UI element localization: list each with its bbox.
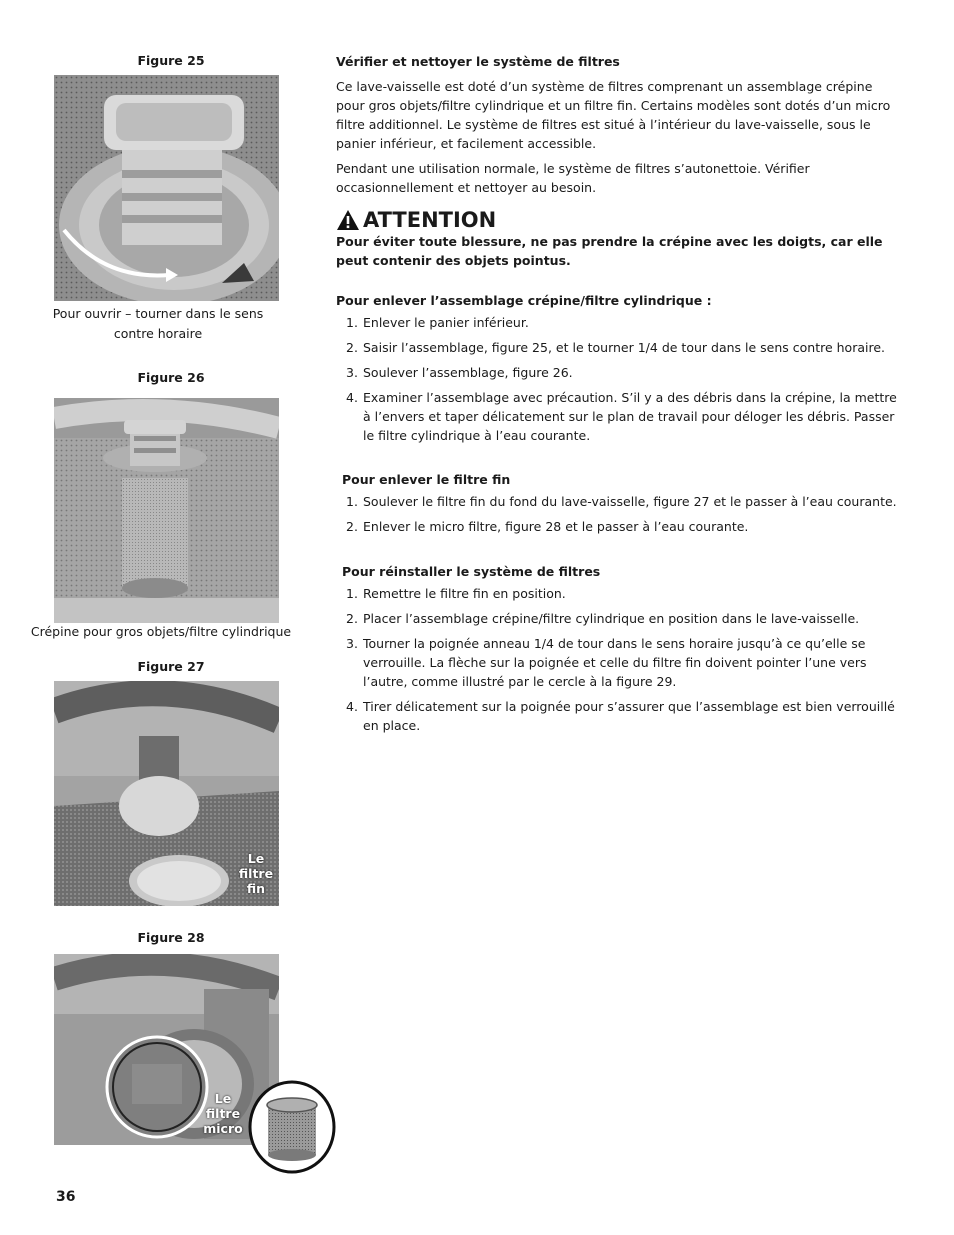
step-item: 2. Placer l’assemblage crépine/filtre cylindrique en position dans le lave-vaisselle. — [346, 611, 860, 626]
figure-27-photo — [54, 681, 279, 906]
overlay-line: Le — [247, 851, 265, 866]
figure-25-caption — [42, 304, 274, 344]
step-item: 1. Soulever le filtre fin du fond du lave-vaisselle, figure 27 et le passer à l’eau courante. — [346, 494, 897, 509]
warning-triangle-icon — [336, 209, 360, 231]
caption-line: Pour ouvrir – tourner dans le sens — [52, 306, 264, 321]
overlay-line: filtre — [238, 866, 274, 881]
intro-paragraph: Pendant une utilisation normale, le système de filtres s’autonettoie. Vérifier occasionnellement et nettoyer au besoin. — [336, 161, 810, 195]
fine-filter-label — [232, 851, 279, 896]
overlay-line: Le — [214, 1091, 232, 1106]
figure-26-photo — [54, 398, 279, 623]
step-item: 4. Examiner l’assemblage avec précaution. S’il y a des débris dans la crépine, la mettre à l’envers et taper délicatement sur le plan de travail pour déloger les débris. Passer le filtre cylindrique à l’eau courante. — [346, 390, 897, 443]
figure-25-photo — [54, 75, 279, 301]
overlay-line: fin — [246, 881, 266, 896]
step-item: 3. Tourner la poignée anneau 1/4 de tour dans le sens horaire jusqu’à ce qu’elle se verrouille. La flèche sur la poignée et celle du filtre fin doivent pointer l’une vers l’autre, comme illustré par le cercle à la figure 29. — [346, 636, 867, 689]
content-column — [336, 52, 901, 741]
micro-filter-label — [199, 1091, 247, 1136]
attention-title: ATTENTION — [363, 208, 497, 232]
figure-28-photo — [54, 954, 279, 1145]
section-heading: Pour enlever le filtre fin — [342, 472, 511, 487]
figure-26-caption: Crépine pour gros objets/filtre cylindrique — [30, 624, 292, 639]
overlay-line: filtre — [205, 1106, 241, 1121]
step-item: 2. Enlever le micro filtre, figure 28 et le passer à l’eau courante. — [346, 519, 749, 534]
intro-paragraph: Ce lave-vaisselle est doté d’un système de filtres comprenant un assemblage crépine pour gros objets/filtre cylindrique et un filtre fin. Certains modèles sont dotés d’un micro filtre additionnel. Le système de filtres est situé à l’intérieur du lave-vaisselle, sous le panier inférieur, et facilement accessible. — [336, 79, 891, 151]
overlay-line: micro — [203, 1121, 243, 1136]
page-number: 36 — [56, 1189, 76, 1205]
attention-box — [336, 208, 901, 270]
steps-list — [336, 313, 901, 445]
figure-28-label: Figure 28 — [137, 930, 205, 945]
steps-list — [336, 584, 901, 735]
section-heading: Pour réinstaller le système de filtres — [342, 564, 601, 579]
step-item: 1. Enlever le panier inférieur. — [346, 315, 529, 330]
step-item: 4. Tirer délicatement sur la poignée pour s’assurer que l’assemblage est bien verrouillé en place. — [346, 699, 895, 733]
step-item: 2. Saisir l’assemblage, figure 25, et le tourner 1/4 de tour dans le sens contre horaire. — [346, 340, 885, 355]
steps-list — [336, 492, 901, 536]
micro-filter-detail — [248, 1080, 336, 1174]
figure-25-label: Figure 25 — [137, 53, 205, 68]
figure-26-label: Figure 26 — [137, 370, 205, 385]
step-item: 3. Soulever l’assemblage, figure 26. — [346, 365, 573, 380]
section-title: Vérifier et nettoyer le système de filtres — [336, 54, 620, 69]
step-item: 1. Remettre le filtre fin en position. — [346, 586, 566, 601]
section-heading: Pour enlever l’assemblage crépine/filtre cylindrique : — [336, 293, 712, 308]
attention-text: Pour éviter toute blessure, ne pas prendre la crépine avec les doigts, car elle peut contenir des objets pointus. — [336, 234, 883, 268]
caption-line: contre horaire — [113, 326, 203, 341]
figure-27-label: Figure 27 — [137, 659, 205, 674]
attention-title-row — [336, 208, 901, 232]
